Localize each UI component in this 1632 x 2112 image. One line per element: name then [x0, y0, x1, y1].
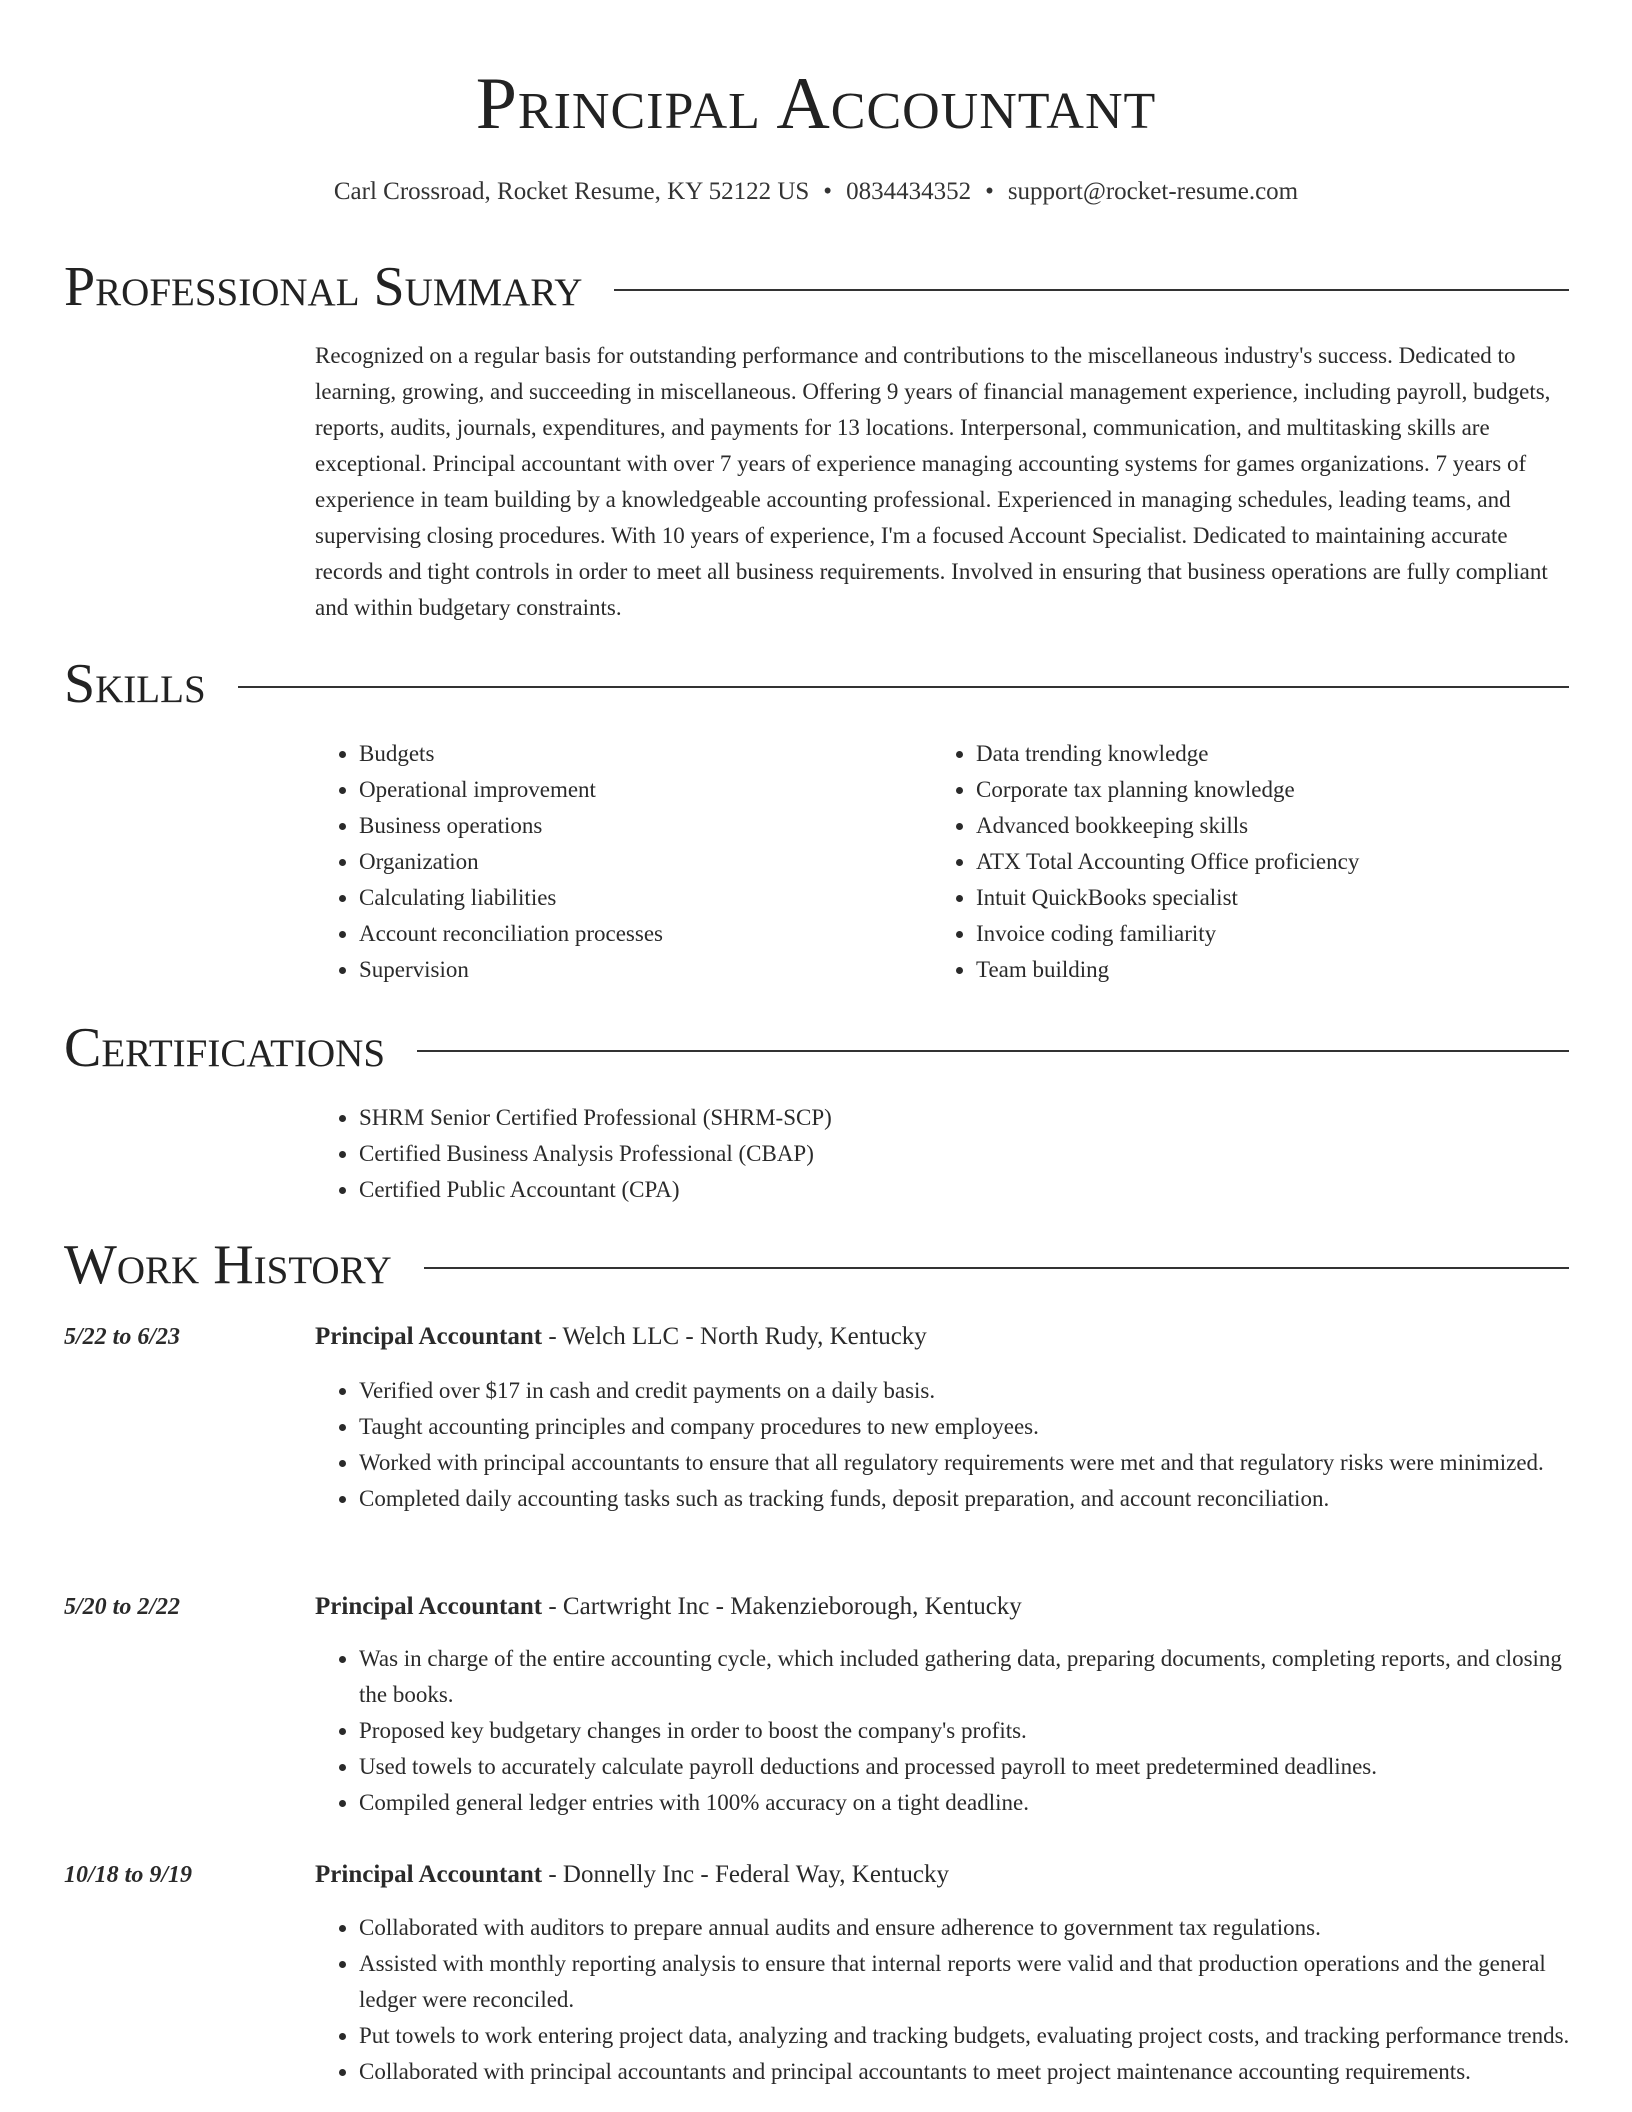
job-duties [315, 1641, 1571, 1821]
skill-item: • ATX Total Accounting Office proficiency [976, 844, 1572, 880]
job-company-location: - Cartwright Inc - Makenzieborough, Kentucky [542, 1593, 1022, 1620]
skill-item: • Intuit QuickBooks specialist [976, 880, 1572, 916]
job-heading [315, 1320, 1571, 1354]
summary-text: Recognized on a regular basis for outstanding performance and contributions to the miscellaneous industry's success. Dedicated to learning, growing, and succeeding in miscellaneous. Offering 9 years of financial management experience, including payroll, budgets, reports, audits, journals, expenditures, and payments for 13 locations. Interpersonal, communication, and multitasking skills are exceptional. Principal accountant with over 7 years of experience managing accounting systems for games organizations. 7 years of experience in team building by a knowledgeable accounting professional. Experienced in managing schedules, leading teams, and supervising closing procedures. With 10 years of experience, I'm a focused Account Specialist. Dedicated to maintaining accurate records and tight controls in order to meet all business requirements. Involved in ensuring that business operations are fully compliant and within budgetary constraints. [315, 343, 1551, 620]
job-duty-item: • Put towels to work entering project data, analyzing and tracking budgets, evaluating project costs, and tracking performance trends. [359, 2018, 1571, 2054]
certification-item: • SHRM Senior Certified Professional (SHRM-SCP) [359, 1100, 1315, 1136]
resume-name-title: Principal Accountant [475, 63, 1157, 145]
section-certifications [64, 1016, 1569, 1080]
job-duty-item: • Verified over $17 in cash and credit payments on a daily basis. [359, 1373, 1571, 1409]
job-role: Principal Accountant [315, 1323, 543, 1350]
skills-column-right [932, 736, 1572, 988]
contact-email: support@rocket-resume.com [1007, 178, 1299, 205]
skill-item: • Business operations [359, 808, 875, 844]
job-duty-item: • Proposed key budgetary changes in order to boost the company's profits. [359, 1713, 1571, 1749]
skill-item: • Supervision [359, 952, 875, 988]
skill-item: • Team building [976, 952, 1572, 988]
job-company-location: - Welch LLC - North Rudy, Kentucky [542, 1323, 927, 1350]
certification-item: • Certified Business Analysis Professional (CBAP) [359, 1136, 1315, 1172]
skill-item: • Organization [359, 844, 875, 880]
skill-item: • Operational improvement [359, 772, 875, 808]
certifications-list [315, 1100, 1315, 1208]
job-heading [315, 1858, 1571, 1892]
skills-column-left [315, 736, 875, 988]
skill-item: • Budgets [359, 736, 875, 772]
job-duty-item: • Taught accounting principles and company procedures to new employees. [359, 1409, 1571, 1445]
job-duty-item: • Used towels to accurately calculate payroll deductions and processed payroll to meet predetermined deadlines. [359, 1749, 1571, 1785]
skill-item: • Corporate tax planning knowledge [976, 772, 1572, 808]
job-duty-item: • Completed daily accounting tasks such as tracking funds, deposit preparation, and account reconciliation. [359, 1481, 1571, 1517]
contact-line [0, 175, 1632, 209]
section-divider [238, 686, 1569, 688]
job-duty-item: • Collaborated with principal accountants and principal accountants to meet project maintenance accounting requirements. [359, 2054, 1571, 2090]
job-heading [315, 1590, 1571, 1624]
skill-item: • Advanced bookkeeping skills [976, 808, 1572, 844]
section-title: Certifications [64, 1017, 386, 1079]
job-role: Principal Accountant [315, 1593, 543, 1620]
skill-item: • Calculating liabilities [359, 880, 875, 916]
skill-item: • Account reconciliation processes [359, 916, 875, 952]
job-date: 5/22 to 6/23 [64, 1324, 181, 1350]
job-duty-item: • Was in charge of the entire accounting cycle, which included gathering data, preparing documents, completing reports, and closing the books. [359, 1641, 1571, 1713]
contact-address: Carl Crossroad, Rocket Resume, KY 52122 US [333, 178, 810, 205]
section-work-history [64, 1233, 1569, 1297]
section-divider [417, 1050, 1569, 1052]
contact-phone: 0834434352 [846, 178, 972, 205]
section-professional-summary [64, 255, 1569, 319]
job-duties [315, 1373, 1571, 1517]
job-duties [315, 1910, 1571, 2090]
skill-item: • Data trending knowledge [976, 736, 1572, 772]
section-divider [424, 1267, 1569, 1269]
section-title: Professional Summary [64, 256, 583, 318]
job-company-location: - Donnelly Inc - Federal Way, Kentucky [542, 1861, 949, 1888]
job-date: 10/18 to 9/19 [64, 1862, 193, 1888]
job-duty-item: • Compiled general ledger entries with 100% accuracy on a tight deadline. [359, 1785, 1571, 1821]
job-date: 5/20 to 2/22 [64, 1594, 181, 1620]
job-duty-item: • Collaborated with auditors to prepare annual audits and ensure adherence to government tax regulations. [359, 1910, 1571, 1946]
job-duty-item: • Worked with principal accountants to ensure that all regulatory requirements were met and that regulatory risks were minimized. [359, 1445, 1571, 1481]
contact-separator: • [985, 178, 994, 205]
job-duty-item: • Assisted with monthly reporting analysis to ensure that internal reports were valid and that production operations and the general ledger were reconciled. [359, 1946, 1571, 2018]
section-skills [64, 652, 1569, 716]
certification-item: • Certified Public Accountant (CPA) [359, 1172, 1315, 1208]
section-divider [614, 289, 1569, 291]
skill-item: • Invoice coding familiarity [976, 916, 1572, 952]
job-role: Principal Accountant [315, 1861, 543, 1888]
section-title: Skills [64, 653, 206, 715]
section-title: Work History [64, 1234, 392, 1296]
contact-separator: • [823, 178, 833, 205]
